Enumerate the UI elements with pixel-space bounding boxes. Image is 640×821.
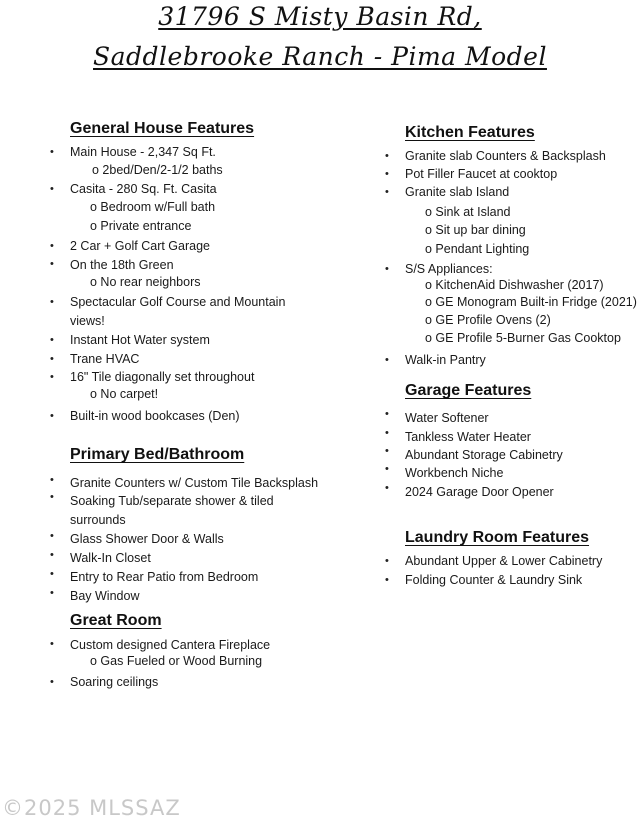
island-item: Granite slab Island	[405, 185, 510, 199]
bullet-icon: •	[385, 168, 389, 180]
tankless-item: Tankless Water Heater	[405, 430, 531, 444]
bullet-icon: •	[385, 574, 389, 586]
fireplace-sub: o Gas Fueled or Wood Burning	[90, 654, 263, 668]
tile-item: 16" Tile diagonally set throughout	[70, 370, 255, 384]
bullet-icon: •	[385, 427, 389, 439]
laundry-cabinetry-item: Abundant Upper & Lower Cabinetry	[405, 554, 603, 568]
bullet-icon: •	[50, 296, 54, 308]
bay-item: Bay Window	[70, 589, 140, 603]
laundry-counter-item: Folding Counter & Laundry Sink	[405, 573, 583, 587]
bullet-icon: •	[50, 638, 54, 650]
kitchen-heading: Kitchen Features	[405, 124, 535, 141]
garage-heading: Garage Features	[405, 382, 532, 399]
fireplace-item: Custom designed Cantera Fireplace	[70, 638, 271, 652]
primary-granite-item: Granite Counters w/ Custom Tile Backsplash	[70, 476, 319, 490]
bullet-icon: •	[385, 445, 389, 457]
bullet-icon: •	[50, 258, 54, 270]
bullet-icon: •	[50, 676, 54, 688]
bullet-icon: •	[385, 555, 389, 567]
hvac-item: Trane HVAC	[70, 352, 140, 366]
general-heading: General House Features	[70, 120, 255, 137]
bullet-icon: •	[50, 410, 54, 422]
bullet-icon: •	[50, 146, 54, 158]
bullet-icon: •	[385, 150, 389, 162]
appliance-fridge: o GE Monogram Built-in Fridge (2021)	[425, 295, 637, 309]
bookcases-item: Built-in wood bookcases (Den)	[70, 409, 240, 423]
appliance-dishwasher: o KitchenAid Dishwasher (2017)	[425, 278, 604, 292]
bullet-icon: •	[50, 474, 54, 486]
casita-sub-bedroom: o Bedroom w/Full bath	[90, 200, 216, 214]
bullet-icon: •	[385, 482, 389, 494]
main-house-item: Main House - 2,347 Sq Ft.	[70, 145, 216, 159]
bullet-icon: •	[50, 549, 54, 561]
bullet-icon: •	[50, 353, 54, 365]
appliance-cooktop: o GE Profile 5-Burner Gas Cooktop	[425, 331, 621, 345]
glass-item: Glass Shower Door & Walls	[70, 532, 224, 546]
appliances-item: S/S Appliances:	[405, 262, 493, 276]
golf-item: Spectacular Golf Course and Mountain	[70, 295, 286, 309]
closet-item: Walk-In Closet	[70, 551, 151, 565]
green-sub: o No rear neighbors	[90, 275, 201, 289]
bullet-icon: •	[385, 263, 389, 275]
garage-item: 2 Car + Golf Cart Garage	[70, 239, 210, 253]
bullet-icon: •	[385, 354, 389, 366]
appliance-ovens: o GE Profile Ovens (2)	[425, 313, 551, 327]
island-sub-bar: o Sit up bar dining	[425, 223, 526, 237]
address-title: 31796 S Misty Basin Rd,	[158, 2, 482, 31]
model-title: Saddlebrooke Ranch - Pima Model	[93, 42, 547, 71]
casita-item: Casita - 280 Sq. Ft. Casita	[70, 182, 217, 196]
faucet-item: Pot Filler Faucet at cooktop	[405, 167, 558, 181]
mls-watermark: ©2025 MLSSAZ	[2, 796, 181, 820]
hotwater-item: Instant Hot Water system	[70, 333, 210, 347]
bullet-icon: •	[50, 240, 54, 252]
bullet-icon: •	[50, 587, 54, 599]
tub-item-cont: surrounds	[70, 513, 126, 527]
golf-item-cont: views!	[70, 314, 105, 328]
great-room-heading: Great Room	[70, 612, 162, 629]
casita-sub-entrance: o Private entrance	[90, 219, 192, 233]
bullet-icon: •	[50, 568, 54, 580]
tile-sub: o No carpet!	[90, 387, 159, 401]
kitchen-counters-item: Granite slab Counters & Backsplash	[405, 149, 606, 163]
bullet-icon: •	[50, 491, 54, 503]
bullet-icon: •	[50, 530, 54, 542]
garage-door-item: 2024 Garage Door Opener	[405, 485, 554, 499]
island-sub-sink: o Sink at Island	[425, 205, 511, 219]
storage-item: Abundant Storage Cabinetry	[405, 448, 563, 462]
laundry-heading: Laundry Room Features	[405, 529, 590, 546]
tub-item: Soaking Tub/separate shower & tiled	[70, 494, 274, 508]
bullet-icon: •	[50, 183, 54, 195]
bullet-icon: •	[385, 463, 389, 475]
workbench-item: Workbench Niche	[405, 466, 504, 480]
bullet-icon: •	[50, 334, 54, 346]
pantry-item: Walk-in Pantry	[405, 353, 486, 367]
ceilings-item: Soaring ceilings	[70, 675, 159, 689]
bullet-icon: •	[50, 371, 54, 383]
green-item: On the 18th Green	[70, 258, 174, 272]
main-house-sub: o 2bed/Den/2-1/2 baths	[92, 163, 223, 177]
island-sub-lighting: o Pendant Lighting	[425, 242, 530, 256]
primary-heading: Primary Bed/Bathroom	[70, 446, 245, 463]
bullet-icon: •	[385, 408, 389, 420]
patio-item: Entry to Rear Patio from Bedroom	[70, 570, 259, 584]
softener-item: Water Softener	[405, 411, 489, 425]
bullet-icon: •	[385, 186, 389, 198]
